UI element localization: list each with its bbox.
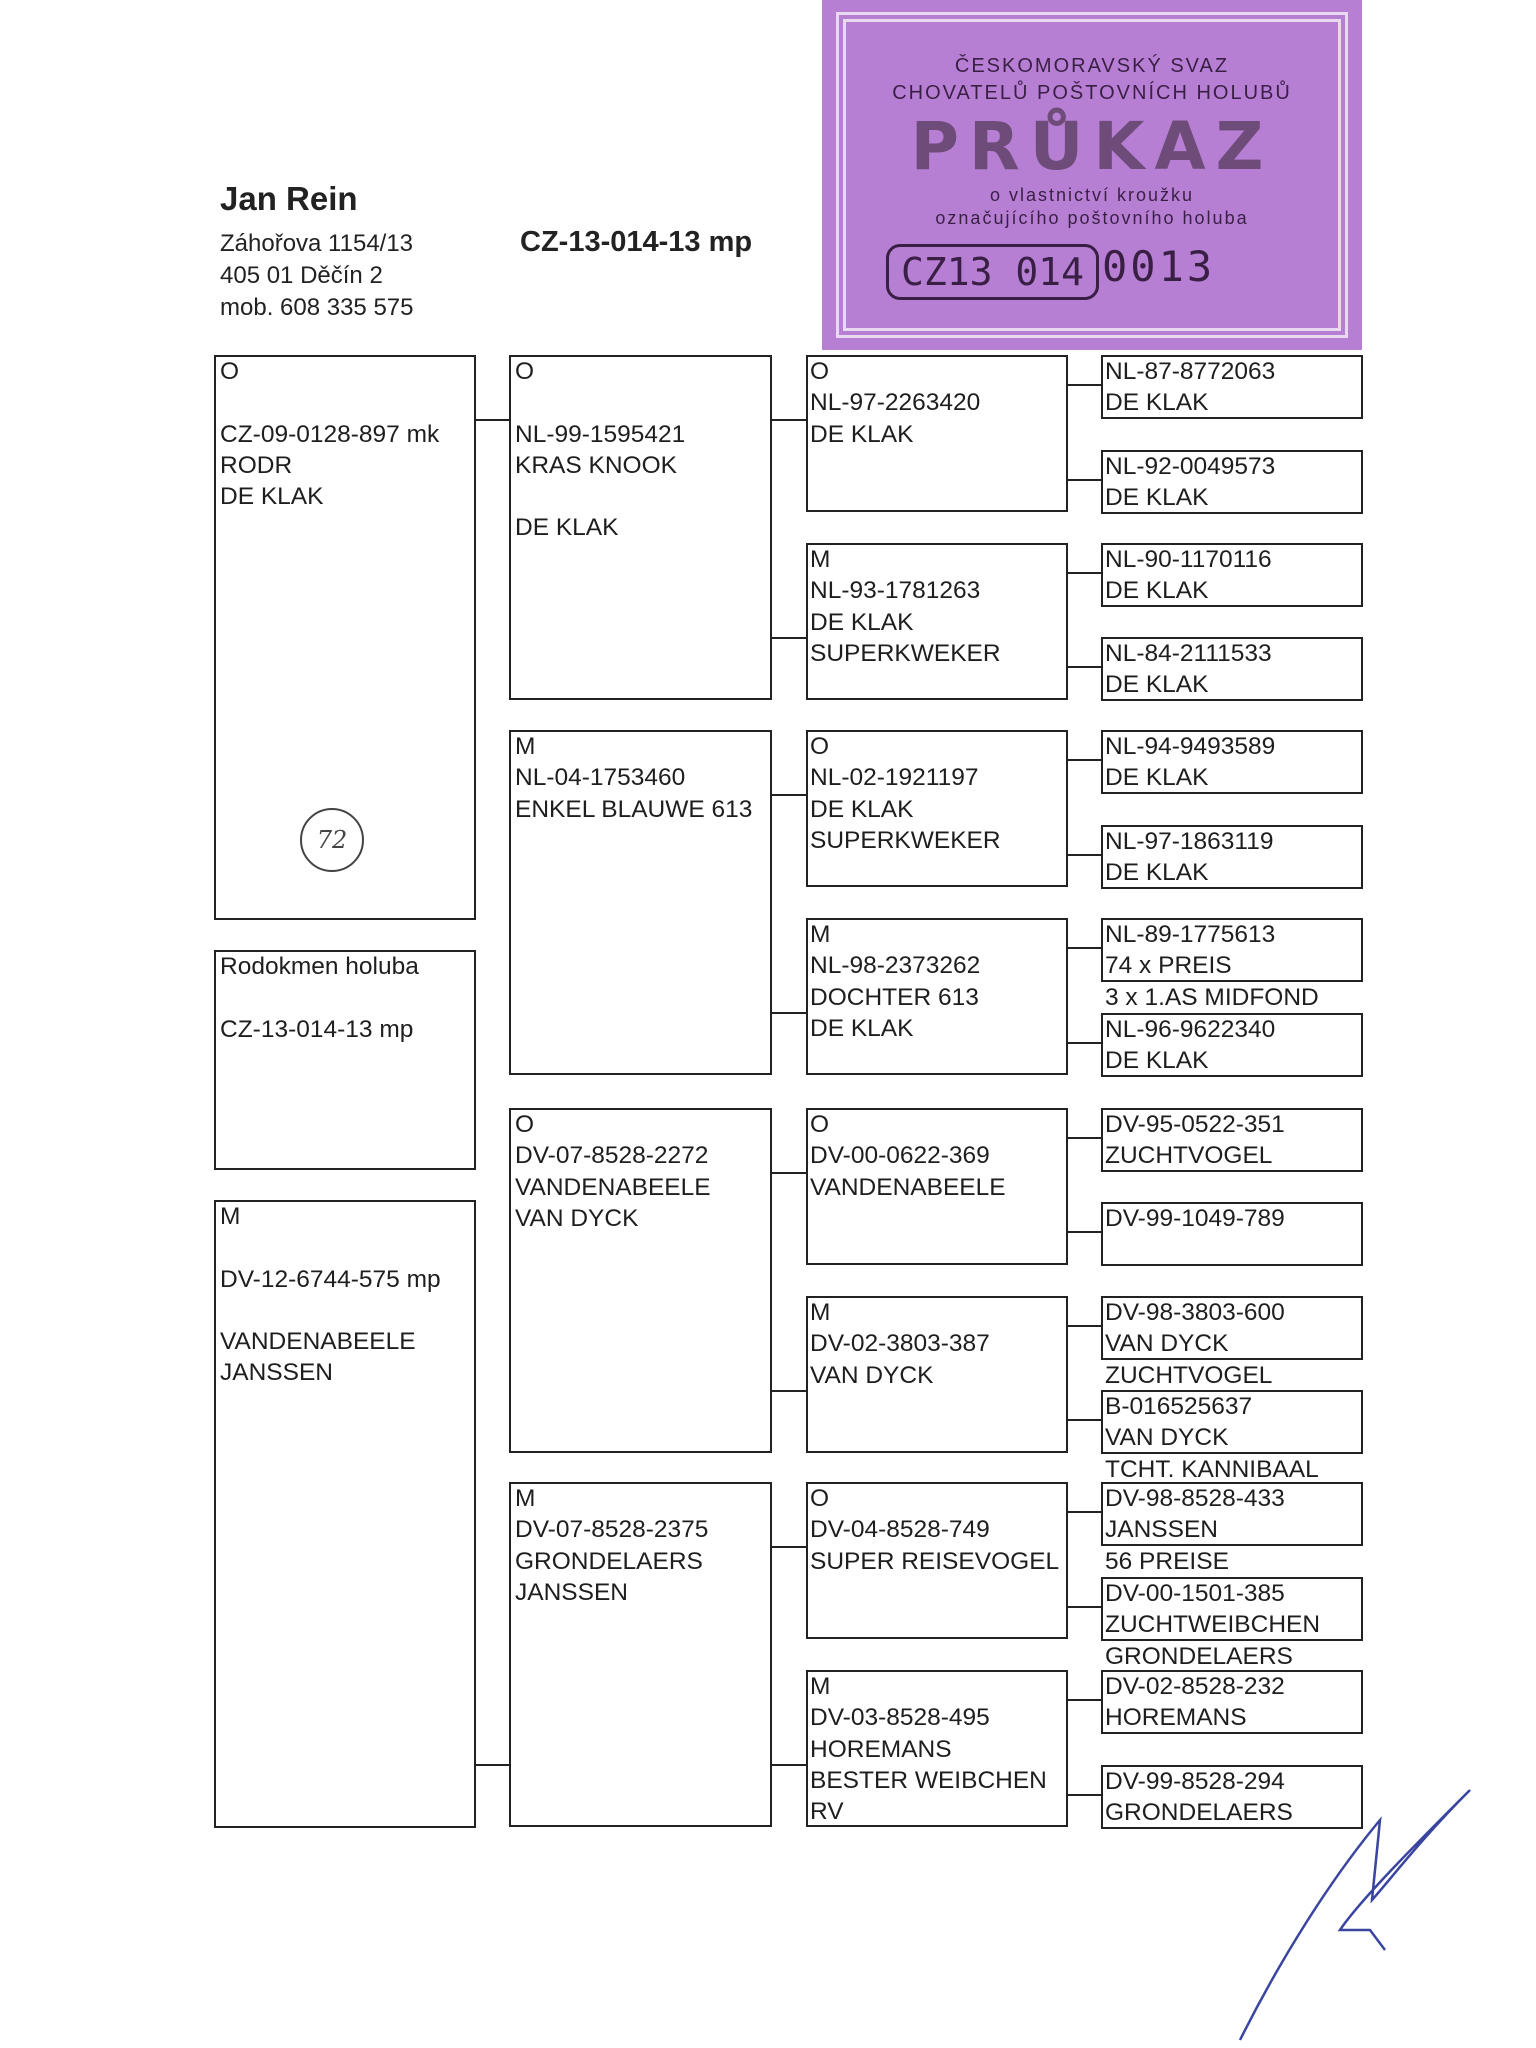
gen4-text-14-line: ZUCHTWEIBCHEN (1105, 1611, 1321, 1639)
gen4-text-6 (1105, 826, 1273, 889)
gen4-text-2-line: NL-92-0049573 (1105, 453, 1276, 480)
pigeon-text-line (220, 982, 419, 1013)
gen4-text-13 (1105, 1483, 1285, 1577)
gen4-text-3-line: DE KLAK (1105, 577, 1209, 605)
gen3-text-1 (810, 356, 980, 450)
gen4-text-13-line: JANSSEN (1105, 1516, 1219, 1544)
gen2-text-1-line (515, 481, 685, 512)
gen4-text-6-line: NL-97-1863119 (1105, 828, 1274, 855)
certificate-line3: o vlastnictví kroužku (989, 185, 1195, 205)
gen3-text-3 (810, 731, 1001, 856)
gen3-text-1-line: DE KLAK (810, 420, 914, 448)
gen4-text-4-line: NL-84-2111533 (1105, 640, 1272, 667)
dam-text-line: JANSSEN (220, 1359, 334, 1387)
sire-text-line: DE KLAK (220, 483, 324, 511)
gen3-text-7-line: SUPER REISEVOGEL (810, 1547, 1060, 1575)
gen2-text-1-line: DE KLAK (515, 514, 619, 542)
gen4-text-12-line: B-016525637 (1105, 1393, 1253, 1420)
gen4-text-5-line: NL-94-9493589 (1105, 733, 1276, 760)
gen3-text-1-line: NL-97-2263420 (810, 389, 981, 417)
gen3-text-3-line: NL-02-1921197 (810, 764, 979, 792)
owner-phone: mob. 608 335 575 (220, 294, 414, 321)
gen4-text-1-line: NL-87-8772063 (1105, 358, 1276, 385)
gen4-text-9 (1105, 1109, 1285, 1172)
certificate-title: PRŮKAZ (910, 108, 1274, 185)
gen3-text-1-line: O (810, 358, 830, 385)
gen4-text-14-line: DV-00-1501-385 (1105, 1580, 1285, 1607)
gen4-text-16-line: GRONDELAERS (1105, 1799, 1293, 1827)
certificate-number: 0013 (1102, 242, 1216, 291)
sire-text (220, 356, 439, 512)
gen3-text-2-line: SUPERKWEKER (810, 639, 1001, 667)
certificate-ring: CZ13 014 (886, 244, 1099, 300)
gen3-text-5-line: DV-00-0622-369 (810, 1142, 990, 1170)
gen4-text-8-line: NL-96-9622340 (1105, 1016, 1276, 1043)
gen3-text-4-line: M (810, 921, 831, 948)
gen3-text-7 (810, 1483, 1059, 1577)
gen4-text-3-line: NL-90-1170116 (1105, 546, 1272, 573)
certificate-line1: ČESKOMORAVSKÝ SVAZ (954, 55, 1230, 77)
gen4-text-4 (1105, 638, 1272, 701)
gen2-text-4-line: DV-07-8528-2375 (515, 1516, 709, 1544)
gen4-text-15-line: HOREMANS (1105, 1704, 1247, 1732)
gen3-text-7-line: O (810, 1485, 830, 1512)
pigeon-text-line: Rodokmen holuba (220, 953, 419, 980)
gen3-text-6-line: VAN DYCK (810, 1361, 934, 1389)
gen3-text-2-line: M (810, 546, 831, 573)
gen3-text-6 (810, 1297, 990, 1391)
gen2-text-4-line: JANSSEN (515, 1578, 629, 1606)
gen3-text-2-line: NL-93-1781263 (810, 577, 981, 605)
gen3-text-2-line: DE KLAK (810, 608, 914, 636)
sire-text-line: RODR (220, 451, 293, 479)
gen2-text-1-line: NL-99-1595421 (515, 420, 686, 448)
gen4-text-4-line: DE KLAK (1105, 671, 1209, 699)
gen2-text-3-line: O (515, 1111, 535, 1138)
certificate-line4: označujícího poštovního holuba (935, 208, 1249, 228)
dam-text-line: DV-12-6744-575 mp (220, 1265, 441, 1293)
gen3-text-8-line: BESTER WEIBCHEN (810, 1766, 1047, 1794)
gen2-text-1-line (515, 387, 685, 418)
main-ring-number: CZ-13-014-13 mp (520, 226, 753, 258)
gen4-text-8-line: DE KLAK (1105, 1047, 1209, 1075)
gen2-text-1-line: O (515, 358, 535, 385)
gen4-text-7-line: NL-89-1775613 (1105, 921, 1276, 948)
gen4-text-12 (1105, 1391, 1319, 1485)
gen3-text-3-line: O (810, 733, 830, 760)
gen4-text-16 (1105, 1766, 1293, 1829)
gen2-text-2-line: NL-04-1753460 (515, 764, 686, 792)
gen3-text-8-line: HOREMANS (810, 1735, 952, 1763)
gen3-text-4-line: DE KLAK (810, 1014, 914, 1042)
gen3-text-8-line: M (810, 1673, 831, 1700)
gen3-text-7-line: DV-04-8528-749 (810, 1516, 990, 1544)
gen4-text-14-line: GRONDELAERS (1105, 1642, 1293, 1670)
gen4-text-3 (1105, 544, 1272, 607)
gen4-text-9-line: ZUCHTVOGEL (1105, 1142, 1273, 1170)
gen4-text-12-line: TCHT. KANNIBAAL (1105, 1455, 1319, 1483)
sire-text-line: O (220, 358, 240, 385)
gen4-text-12-line: VAN DYCK (1105, 1424, 1229, 1452)
gen4-text-10-line: DV-99-1049-789 (1105, 1205, 1285, 1232)
sire-text-line (220, 387, 439, 418)
gen3-text-5 (810, 1109, 1006, 1203)
certificate-line2: CHOVATELŮ POŠTOVNÍCH HOLUBŮ (892, 82, 1292, 104)
gen4-text-11-line: VAN DYCK (1105, 1330, 1229, 1358)
gen3-text-4 (810, 919, 980, 1044)
gen2-text-4-line: GRONDELAERS (515, 1547, 703, 1575)
gen4-text-10 (1105, 1203, 1285, 1234)
dam-text-line (220, 1295, 441, 1326)
dam-text-line: VANDENABEELE (220, 1328, 416, 1356)
gen4-text-6-line: DE KLAK (1105, 859, 1209, 887)
gen3-text-6-line: M (810, 1299, 831, 1326)
gen2-text-2-line: ENKEL BLAUWE 613 (515, 795, 753, 823)
gen4-text-5 (1105, 731, 1275, 794)
gen4-text-8 (1105, 1014, 1275, 1077)
gen4-text-16-line: DV-99-8528-294 (1105, 1768, 1285, 1795)
gen2-text-2 (515, 731, 752, 825)
gen4-text-2 (1105, 451, 1275, 514)
sire-text-line: CZ-09-0128-897 mk (220, 420, 440, 448)
gen3-text-3-line: DE KLAK (810, 795, 914, 823)
gen2-text-3-line: VAN DYCK (515, 1204, 639, 1232)
gen3-text-8 (810, 1671, 1047, 1827)
owner-street: Záhořova 1154/13 (220, 230, 414, 257)
gen3-text-5-line: VANDENABEELE (810, 1173, 1006, 1201)
gen2-text-1 (515, 356, 685, 544)
gen2-text-3 (515, 1109, 711, 1234)
gen3-text-4-line: DOCHTER 613 (810, 983, 979, 1011)
gen4-text-5-line: DE KLAK (1105, 764, 1209, 792)
gen2-text-3-line: VANDENABEELE (515, 1173, 711, 1201)
gen3-text-4-line: NL-98-2373262 (810, 952, 981, 980)
gen4-text-13-line: DV-98-8528-433 (1105, 1485, 1285, 1512)
gen4-text-15 (1105, 1671, 1285, 1734)
owner-name: Jan Rein (220, 180, 358, 217)
gen4-text-1 (1105, 356, 1275, 419)
owner-city: 405 01 Děčín 2 (220, 262, 383, 289)
gen4-text-2-line: DE KLAK (1105, 484, 1209, 512)
gen3-text-3-line: SUPERKWEKER (810, 826, 1001, 854)
gen2-text-4-line: M (515, 1485, 536, 1512)
gen4-text-14 (1105, 1578, 1320, 1672)
gen3-text-2 (810, 544, 1001, 669)
dam-text-line (220, 1232, 441, 1263)
pigeon-text-line: CZ-13-014-13 mp (220, 1015, 414, 1043)
gen4-text-11-line: ZUCHTVOGEL (1105, 1361, 1273, 1389)
dam-text-line: M (220, 1203, 241, 1230)
gen4-text-1-line: DE KLAK (1105, 389, 1209, 417)
gen4-text-7 (1105, 919, 1319, 1013)
gen3-text-6-line: DV-02-3803-387 (810, 1330, 990, 1358)
gen4-text-7-line: 74 x PREIS (1105, 952, 1232, 980)
gen4-text-11-line: DV-98-3803-600 (1105, 1299, 1285, 1326)
gen2-text-4 (515, 1483, 708, 1608)
gen3-text-8-line: RV (810, 1798, 844, 1826)
gen4-text-13-line: 56 PREISE (1105, 1547, 1229, 1575)
gen4-text-15-line: DV-02-8528-232 (1105, 1673, 1285, 1700)
dam-text (220, 1201, 441, 1389)
pigeon-text (220, 951, 419, 1045)
gen3-text-8-line: DV-03-8528-495 (810, 1704, 990, 1732)
gen4-text-9-line: DV-95-0522-351 (1105, 1111, 1285, 1138)
gen2-text-3-line: DV-07-8528-2272 (515, 1142, 709, 1170)
gen4-text-11 (1105, 1297, 1285, 1391)
gen2-text-2-line: M (515, 733, 536, 760)
handwritten-mark: 72 (300, 808, 364, 872)
gen4-text-7-line: 3 x 1.AS MIDFOND (1105, 983, 1319, 1011)
gen3-text-5-line: O (810, 1111, 830, 1138)
gen2-text-1-line: KRAS KNOOK (515, 451, 678, 479)
